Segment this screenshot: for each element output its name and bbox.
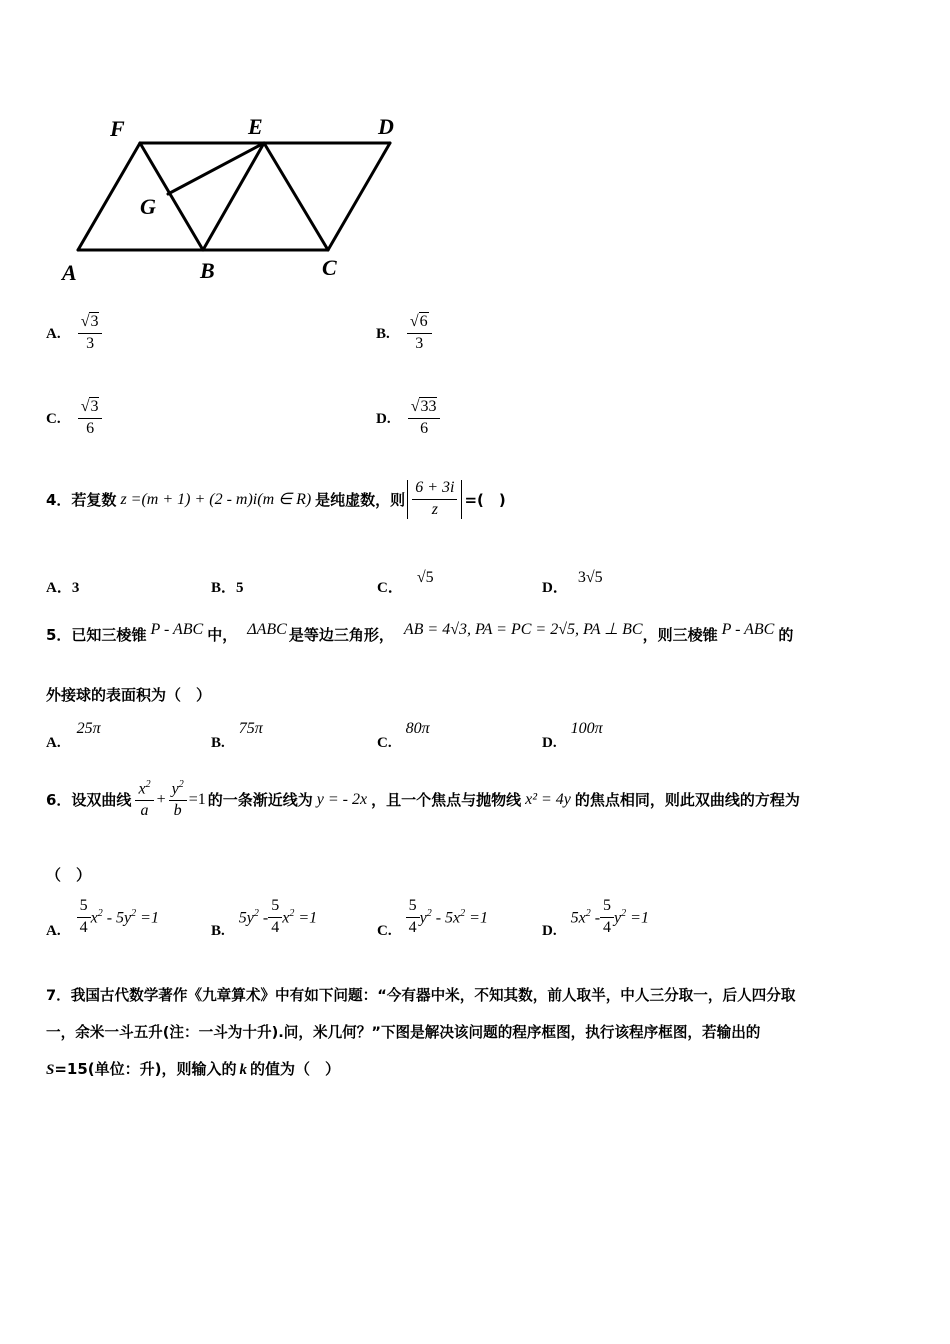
label-b: B (200, 258, 215, 283)
q6-option-b[interactable]: B. $5y^2$ - $\frac{5}{4}$ $x^2 =1$ (211, 897, 318, 939)
q7-line2: 一，余米一斗五升(注：一斗为十升).问，米几何？”下图是解决该问题的程序框图，执行该程序框图，若输出的 (46, 1024, 761, 1041)
q4-option-c[interactable]: C．√5 (377, 569, 434, 596)
parallelogram-figure (50, 110, 430, 290)
label-c: C (322, 255, 337, 280)
q5-stem-line2: 外接球的表面积为（ ） (46, 686, 212, 704)
label-e: E (248, 114, 263, 139)
q5-stem-line1: 5．已知三棱锥 P - ABC 中， ΔABC 是等边三角形， AB = 4√3, PA = PC = 2√5, PA ⊥ BC ，则三棱锥 P - ABC 的 (46, 621, 794, 644)
q6-option-c[interactable]: C. $\frac{5}{4}$ $y^2 - 5x^2 =1$ (377, 897, 488, 939)
q6-stem: 6．设双曲线 $\frac{x^2}{a}$ + $\frac{y^2}{b}$ =1 的一条渐近线为 y = - 2x ，且一个焦点与抛物线 x² = 4y 的焦点相同，则此双曲线的方程为 (46, 779, 800, 820)
q6-option-a[interactable]: A. $\frac{5}{4}$ $x^2 - 5y^2 =1$ (46, 897, 159, 939)
option-letter: A. (46, 325, 61, 342)
q4-option-a[interactable]: A．3 (46, 580, 80, 596)
segment-af (78, 143, 140, 250)
q5-option-d[interactable]: D.100π (542, 720, 603, 751)
q6-paren: （ ） (46, 866, 92, 884)
q7-line1: 7．我国古代数学著作《九章算术》中有如下问题：“今有器中米，不知其数，前人取半，中人三分取一，后人四分取 (46, 987, 796, 1004)
option-letter: D. (376, 410, 391, 427)
q3-option-a[interactable]: A. $\frac{√3}{3}$ (46, 314, 102, 353)
q5-option-c[interactable]: C.80π (377, 720, 430, 751)
label-g: G (140, 194, 156, 219)
q3-option-d[interactable]: D. $\frac{√33}{6}$ (376, 399, 440, 438)
label-a: A (62, 260, 77, 285)
label-d: D (378, 114, 394, 139)
q4-stem: 4．若复数 z =(m + 1) + (2 - m)i(m ∈ R) 是纯虚数，则 $\frac{6 + 3i}{z}$ =( ) (46, 479, 506, 518)
q5-option-b[interactable]: B.75π (211, 720, 263, 751)
q4-option-d[interactable]: D．3√5 (542, 569, 603, 596)
segment-ec (264, 143, 328, 250)
q7-line3: S=15(单位：升)，则输入的 k 的值为（ ） (46, 1060, 341, 1078)
q3-option-c[interactable]: C. $\frac{√3}{6}$ (46, 399, 102, 438)
q6-option-d[interactable]: D. $5x^2$ - $\frac{5}{4}$ $y^2 =1$ (542, 897, 649, 939)
q4-option-b[interactable]: B．5 (211, 580, 244, 596)
label-f: F (110, 116, 125, 141)
option-letter: C. (46, 410, 61, 427)
q5-option-a[interactable]: A.25π (46, 720, 101, 751)
option-letter: B. (376, 325, 390, 342)
q3-option-b[interactable]: B. $\frac{√6}{3}$ (376, 314, 432, 353)
segment-cd (328, 143, 390, 250)
